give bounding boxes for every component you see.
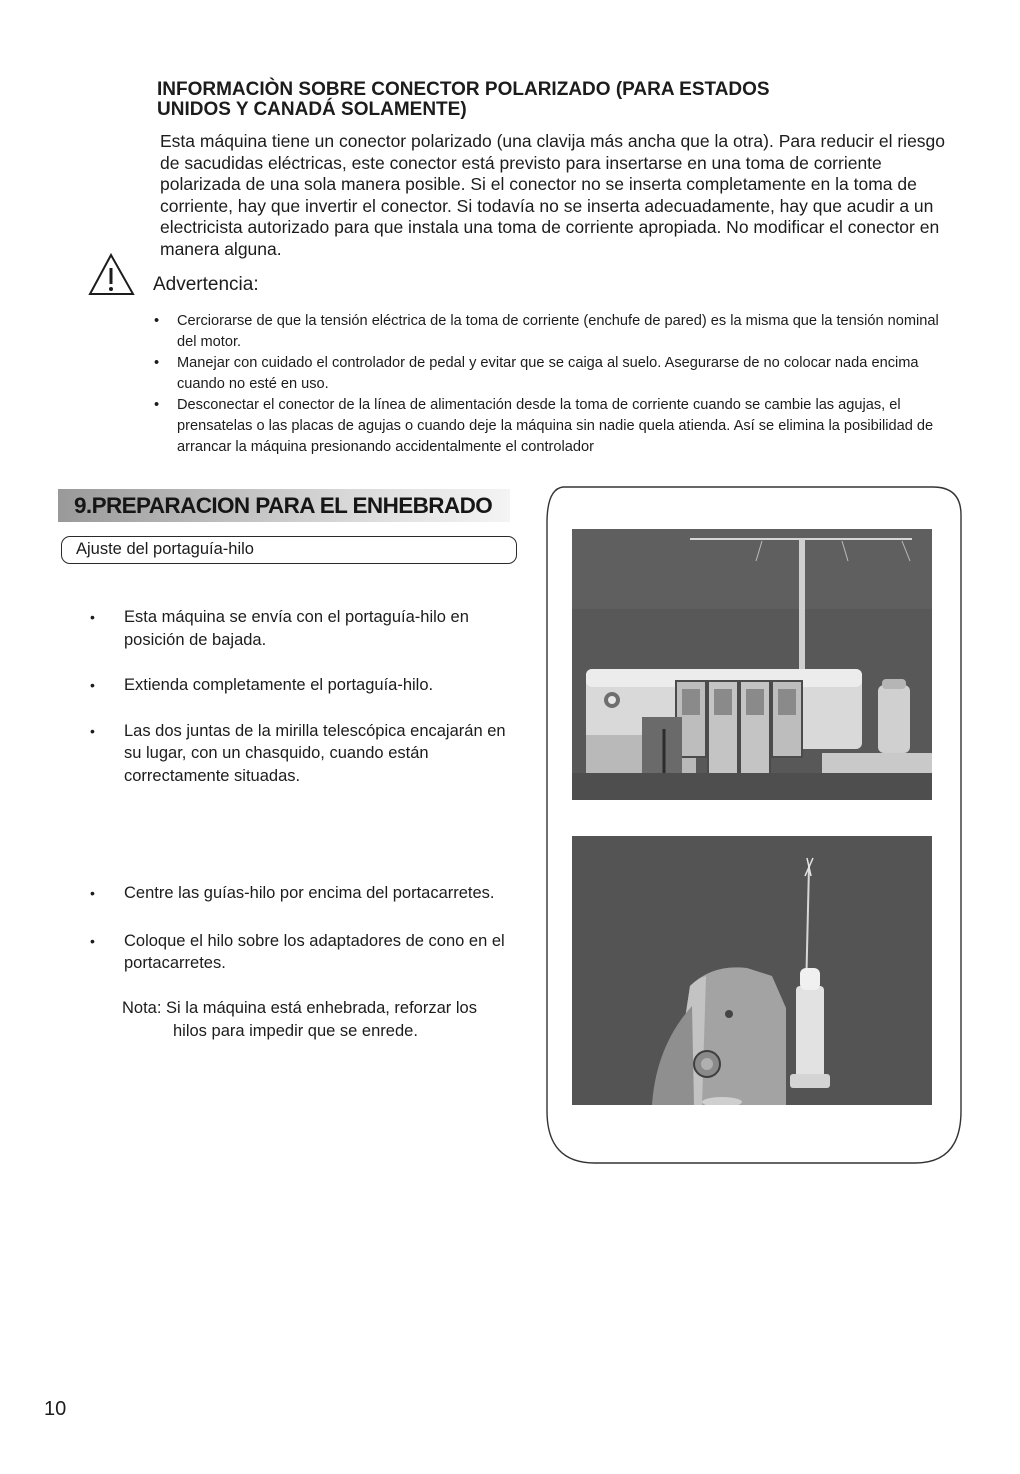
section-9-title: 9.PREPARACION PARA EL ENHEBRADO: [74, 493, 493, 518]
polarized-plug-paragraph: Esta máquina tiene un conector polarizado (una clavija más ancha que la otra). Para reducir el riesgo de sacudidas eléctricas, este conector está previsto para insertarse en una toma de corriente polarizada de una sola manera posible. Si el conector no se inserta completamente en la toma de corriente, hay que invertir el conector. Si todavía no se inserta adecuadamente, hay que acudir a un electricista autorizado para que instala una toma de corriente apropiada. No modificar el conector en manera alguna.: [160, 131, 946, 259]
page-number: 10: [44, 1398, 67, 1420]
list-item: • Esta máquina se envía con el portaguía-hilo en posición de bajada.: [88, 606, 523, 651]
note-text: [122, 997, 532, 1043]
warning-item: • Cerciorarse de que la tensión eléctrica de la toma de corriente (enchufe de pared) es la misma que la tensión nominal del motor.: [150, 311, 950, 353]
warning-triangle-icon: [88, 252, 150, 297]
section-title-line-2: UNIDOS Y CANADÁ SOLAMENTE): [157, 99, 467, 120]
spool-illustration: [572, 836, 932, 1105]
warning-item: • Manejar con cuidado el controlador de pedal y evitar que se caiga al suelo. Asegurarse de no colocar nada encima cuando no esté en uso.: [150, 353, 950, 395]
note-line-2: hilos para impedir que se enrede.: [173, 1022, 418, 1040]
list-item: • Centre las guías-hilo por encima del portacarretes.: [88, 882, 528, 905]
list-item: • Extienda completamente el portaguía-hilo.: [88, 674, 523, 697]
section-title-polarized-plug: [157, 80, 917, 120]
warning-label: Advertencia:: [153, 274, 259, 295]
section-title-line-1: INFORMACIÒN SOBRE CONECTOR POLARIZADO (PARA ESTADOS: [157, 79, 770, 100]
photo-thread-on-spool: [572, 836, 932, 1105]
warning-item: • Desconectar el conector de la línea de alimentación desde la toma de corriente cuando se cambie las agujas, el prensatelas o las placas de agujas o cuando deje la máquina sin nadie quela atienda. Así se elimina la posibilidad de arrancar la máquina presionando accidentalmente el controlador: [150, 395, 950, 458]
list-item: • Coloque el hilo sobre los adaptadores de cono en el portacarretes.: [88, 930, 528, 975]
warning-list: [150, 311, 950, 458]
serger-machine-illustration: [572, 529, 932, 800]
note-line-1: Nota: Si la máquina está enhebrada, reforzar los: [122, 999, 477, 1017]
thread-guide-steps: [88, 606, 523, 810]
subsection-title: Ajuste del portaguía-hilo: [76, 540, 254, 558]
list-item: • Las dos juntas de la mirilla telescópica encajarán en su lugar, con un chasquido, cuando están correctamente situadas.: [88, 720, 523, 788]
spool-steps: [88, 882, 528, 1000]
photo-thread-guide-extended: [572, 529, 932, 800]
